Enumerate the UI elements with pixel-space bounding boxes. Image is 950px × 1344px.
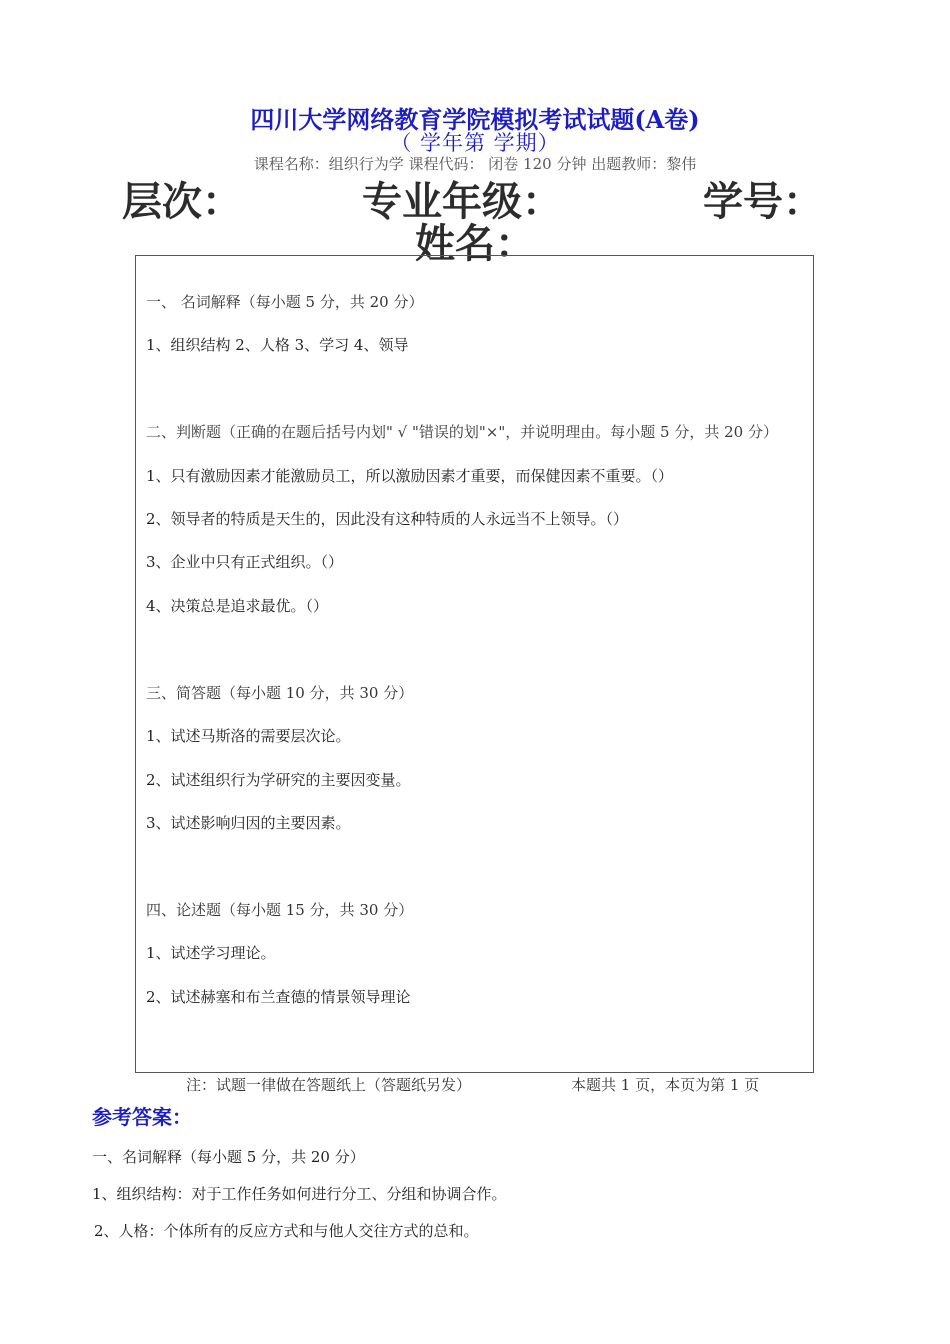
course-info-line: 课程名称：组织行为学 课程代码： 闭卷 120 分钟 出题教师：黎伟 (253, 155, 697, 173)
section-2-question-2: 2、领导者的特质是天生的，因此没有这种特质的人永远当不上领导。（） (146, 510, 629, 528)
level-field-label: 层次： (122, 179, 242, 225)
answer-sheet-note: 注：试题一律做在答题纸上（答题纸另发） (186, 1076, 472, 1094)
answer-item-2: 2、人格：个体所有的反应方式和与他人交往方式的总和。 (94, 1222, 479, 1240)
section-2-title: 二、判断题（正确的在题后括号内划" √ "错误的划"×"，并说明理由。每小题 5 分，共 20 分） (146, 423, 778, 441)
section-1-title: 一、 名词解释（每小题 5 分，共 20 分） (146, 293, 424, 311)
answer-item-1: 1、组织结构：对于工作任务如何进行分工、分组和协调合作。 (92, 1185, 507, 1203)
section-4-title: 四、论述题（每小题 15 分，共 30 分） (146, 901, 414, 919)
section-3-question-2: 2、试述组织行为学研究的主要因变量。 (146, 771, 411, 789)
exam-title: 四川大学网络教育学院模拟考试试题(A卷) (250, 105, 700, 134)
section-2-question-4: 4、决策总是追求最优。（） (146, 597, 329, 615)
section-3-title: 三、简答题（每小题 10 分，共 30 分） (146, 684, 414, 702)
section-3-question-3: 3、试述影响归因的主要因素。 (146, 814, 351, 832)
reference-answers-title: 参考答案： (92, 1105, 192, 1129)
student-name-field-label: 姓名： (415, 221, 535, 267)
academic-term: （ 学年第 学期） (390, 131, 560, 155)
major-grade-field-label: 专业年级： (362, 179, 562, 225)
exam-questions-box (135, 255, 814, 1073)
answer-section-1-title: 一、名词解释（每小题 5 分，共 20 分） (92, 1148, 365, 1166)
section-4-question-1: 1、试述学习理论。 (146, 944, 276, 962)
page-count-note: 本题共 1 页，本页为第 1 页 (571, 1076, 760, 1094)
section-2-question-1: 1、只有激励因素才能激励员工，所以激励因素才重要，而保健因素不重要。（） (146, 467, 674, 485)
student-id-field-label: 学号： (703, 179, 823, 225)
section-3-question-1: 1、试述马斯洛的需要层次论。 (146, 727, 351, 745)
section-1-items: 1、组织结构 2、人格 3、学习 4、领导 (146, 336, 409, 354)
section-4-question-2: 2、试述赫塞和布兰查德的情景领导理论 (146, 988, 411, 1006)
section-2-question-3: 3、企业中只有正式组织。（） (146, 553, 344, 571)
